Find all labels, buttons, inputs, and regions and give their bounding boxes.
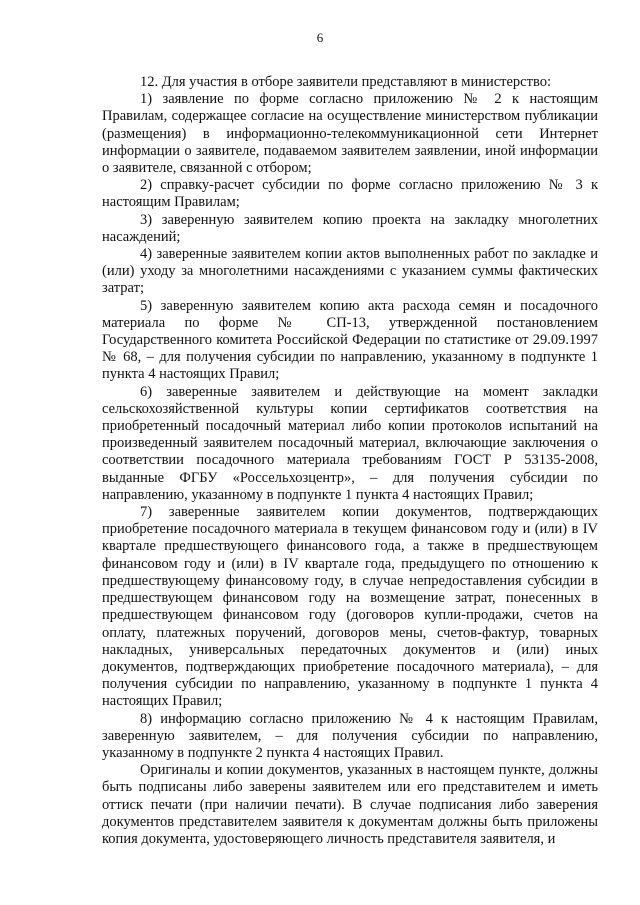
paragraph-subitem-3: 3) заверенную заявителем копию проекта на закладку многолетних насаждений; xyxy=(102,211,598,245)
paragraph-subitem-5: 5) заверенную заявителем копию акта расхода семян и посадочного материала по форме № СП-13, утвержденной постановлением Государственного комитета Российской Федерации по статистике от 29.09.1997 № 68, – для получения субсидии по направлению, указанному в подпункте 1 пункта 4 настоящих Правил; xyxy=(102,297,598,383)
paragraph-subitem-2: 2) справку-расчет субсидии по форме согласно приложению № 3 к настоящим Правилам; xyxy=(102,177,598,211)
paragraph-item-12: 12. Для участия в отборе заявители представляют в министерство: xyxy=(140,74,551,90)
paragraph-subitem-6: 6) заверенные заявителем и действующие на момент закладки сельскохозяйственной культуры копии сертификатов соответствия на приобретенный посадочный материал либо копии протоколов испытаний на произведенный заявителем посадочный материал, включающие заключения о соответствии посадочного материала требованиям ГОСТ Р 53135-2008, выданные ФГБУ «Россельхозцентр», – для получения субсидии по направлению, указанному в подпункте 1 пункта 4 настоящих Правил; xyxy=(102,383,598,503)
paragraph-originals: Оригиналы и копии документов, указанных в настоящем пункте, должны быть подписаны либо заверены заявителем или его представителем и иметь оттиск печати (при наличии печати). В случае подписания либо заверения документов представителем заявителя к документам должны быть приложены копия документа, удостоверяющего личность представителя заявителя, и xyxy=(102,762,598,847)
paragraph-subitem-7: 7) заверенные заявителем копии документов, подтверждающих приобретение посадочного материала в текущем финансовом году и (или) в IV квартале предшествующего финансового года, а также в предшествующем финансовом году и (или) в IV квартале года, предыдущего по отношению к предшествующему финансовому году, в случае непредоставления субсидии в предшествующем финансовом году на возмещение затрат, понесенных в предшествующем финансовом году (договоров купли-продажи, счетов на оплату, платежных поручений, договоров мены, счетов-фактур, товарных накладных, универсальных передаточных документов и (или) иных документов, подтверждающих приобретение посадочного материала), – для получения субсидии по направлению, указанному в подпункте 1 пункта 4 настоящих Правил; xyxy=(102,504,598,710)
document-body xyxy=(102,74,598,848)
page-number: 6 xyxy=(316,30,324,45)
paragraph-subitem-4: 4) заверенные заявителем копии актов выполненных работ по закладке и (или) уходу за многолетними насаждениями с указанием суммы фактических затрат; xyxy=(102,246,598,297)
paragraph-subitem-1: 1) заявление по форме согласно приложению № 2 к настоящим Правилам, содержащее согласие на осуществление министерством публикации (размещения) в информационно-телекоммуникационной сети Интернет информации о заявителе, подаваемом заявителем заявлении, иной информации о заявителе, связанной с отбором; xyxy=(102,91,598,177)
paragraph-subitem-8: 8) информацию согласно приложению № 4 к настоящим Правилам, заверенную заявителем, – для получения субсидии по направлению, указанному в подпункте 2 пункта 4 настоящих Правил. xyxy=(102,710,598,761)
